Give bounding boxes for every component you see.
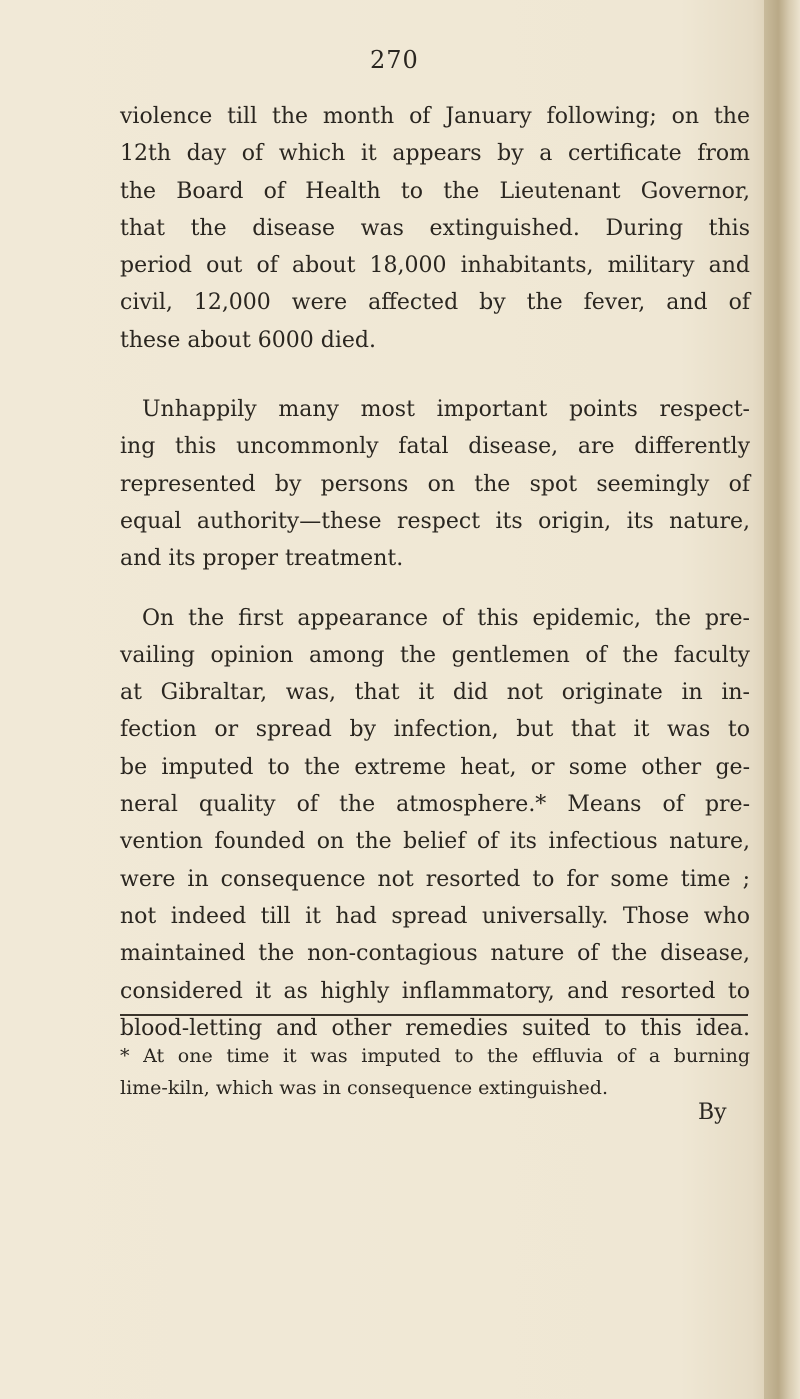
footnote-rule: [120, 1014, 748, 1016]
catchword: By: [698, 1100, 727, 1125]
text-line: maintained the non-contagious nature of the disease,: [120, 941, 750, 967]
text-line: fection or spread by infection, but that it was to: [120, 717, 750, 743]
text-line: 12th day of which it appears by a certificate from: [120, 141, 750, 167]
text-line: were in consequence not resorted to for some time ;: [120, 866, 750, 892]
text-line: vailing opinion among the gentlemen of the faculty: [120, 642, 750, 668]
text-line: that the disease was extinguished. During this: [120, 215, 750, 241]
paragraph-1: [120, 98, 750, 359]
text-line: these about 6000 died.: [120, 327, 376, 353]
text-line: neral quality of the atmosphere.* Means of pre-: [120, 792, 750, 818]
text-line: period out of about 18,000 inhabitants, military and: [120, 253, 750, 279]
book-spine-shadow: [764, 0, 800, 1399]
paragraph-2: [120, 391, 750, 577]
text-line: equal authority—these respect its origin, its nature,: [120, 508, 750, 534]
footnote-line: lime-kiln, which was in consequence extinguished.: [120, 1077, 608, 1099]
footnote: [120, 1040, 750, 1104]
footnote-line: * At one time it was imputed to the effluvia of a burning: [120, 1045, 750, 1067]
text-line: vention founded on the belief of its infectious nature,: [120, 829, 750, 855]
page-number: 270: [370, 46, 419, 74]
text-line: at Gibraltar, was, that it did not originate in in-: [120, 680, 750, 706]
text-line: blood-letting and other remedies suited to this idea.: [120, 1015, 750, 1041]
text-line: Unhappily many most important points respect-: [142, 397, 750, 423]
text-line: be imputed to the extreme heat, or some other ge-: [120, 754, 750, 780]
text-line: the Board of Health to the Lieutenant Governor,: [120, 178, 750, 204]
text-line: not indeed till it had spread universally. Those who: [120, 903, 750, 929]
text-line: represented by persons on the spot seemingly of: [120, 471, 750, 497]
text-line: On the first appearance of this epidemic, the pre-: [142, 605, 750, 631]
text-line: ing this uncommonly fatal disease, are differently: [120, 434, 750, 460]
text-line: violence till the month of January following; on the: [120, 104, 750, 129]
body-text: [120, 98, 750, 1047]
text-line: and its proper treatment.: [120, 546, 404, 572]
text-line: civil, 12,000 were affected by the fever, and of: [120, 290, 750, 316]
text-line: considered it as highly inflammatory, and resorted to: [120, 978, 750, 1004]
paragraph-3: [120, 600, 750, 1048]
